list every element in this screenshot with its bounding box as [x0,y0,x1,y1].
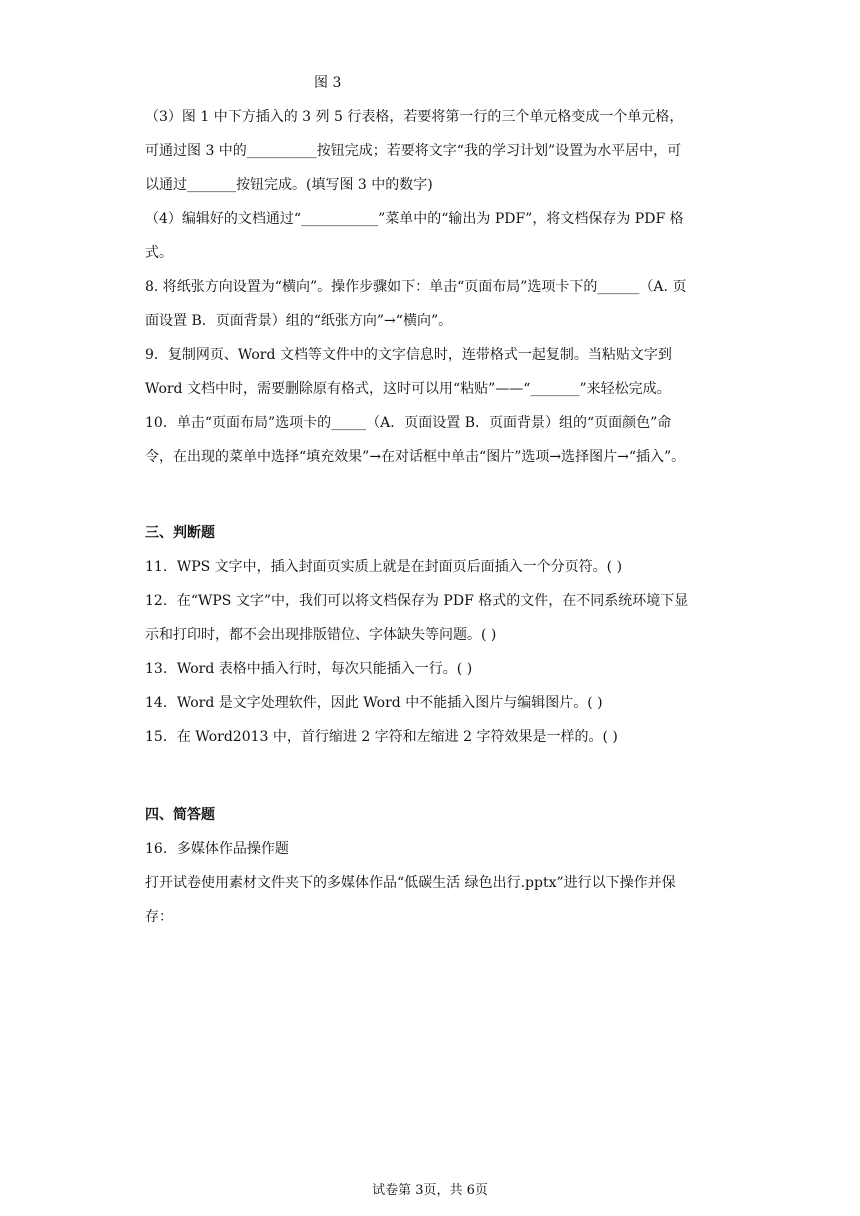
question-9-line2: Word 文档中时，需要删除原有格式，这时可以用“粘贴”——“_______”来轻松完成。 [145,381,671,397]
question-7-part4-line1: （4）编辑好的文档通过“___________”菜单中的“输出为 PDF”，将文档保存为 PDF 格 [145,211,684,227]
question-15: 15．在 Word2013 中，首行缩进 2 字符和左缩进 2 字符效果是一样的。( ) [145,729,618,745]
section-3-heading: 三、判断题 [145,525,215,541]
question-11: 11．WPS 文字中，插入封面页实质上就是在封面页后面插入一个分页符。( ) [145,559,623,575]
question-7-part3-line3: 以通过_______按钮完成。(填写图 3 中的数字) [145,177,433,193]
question-10-line2: 令，在出现的菜单中选择“填充效果”→在对话框中单击“图片”选项→选择图片→“插入”。 [145,449,686,465]
question-12-line1: 12．在“WPS 文字”中，我们可以将文档保存为 PDF 格式的文件，在不同系统环境下显 [145,593,689,609]
question-16-line2: 存： [145,909,173,925]
question-14: 14．Word 是文字处理软件，因此 Word 中不能插入图片与编辑图片。( ) [145,695,603,711]
question-8-line2: 面设置 B．页面背景）组的“纸张方向”→“横向”。 [145,313,453,329]
question-10-line1: 10．单击“页面布局”选项卡的_____（A．页面设置 B．页面背景）组的“页面颜色”命 [145,415,672,431]
question-7-part3-line1: （3）图 1 中下方插入的 3 列 5 行表格，若要将第一行的三个单元格变成一个单元格， [145,109,684,125]
question-16-title: 16．多媒体作品操作题 [145,841,289,857]
question-7-part4-line2: 式。 [145,245,173,261]
question-16-line1: 打开试卷使用素材文件夹下的多媒体作品“低碳生活 绿色出行.pptx”进行以下操作并保 [145,875,676,891]
question-7-part3-line2: 可通过图 3 中的__________按钮完成；若要将文字“我的学习计划”设置为水平居中，可 [145,143,682,159]
question-9-line1: 9．复制网页、Word 文档等文件中的文字信息时，连带格式一起复制。当粘贴文字到 [145,347,672,363]
section-4-heading: 四、简答题 [145,807,215,823]
question-12-line2: 示和打印时，都不会出现排版错位、字体缺失等问题。( ) [145,627,497,643]
figure-caption: 图 3 [314,75,342,91]
question-8-line1: 8. 将纸张方向设置为“横向”。操作步骤如下：单击“页面布局”选项卡下的______（A. 页 [145,279,687,295]
question-13: 13．Word 表格中插入行时，每次只能插入一行。( ) [145,661,473,677]
page-footer: 试卷第 3页，共 6页 [372,1183,488,1198]
